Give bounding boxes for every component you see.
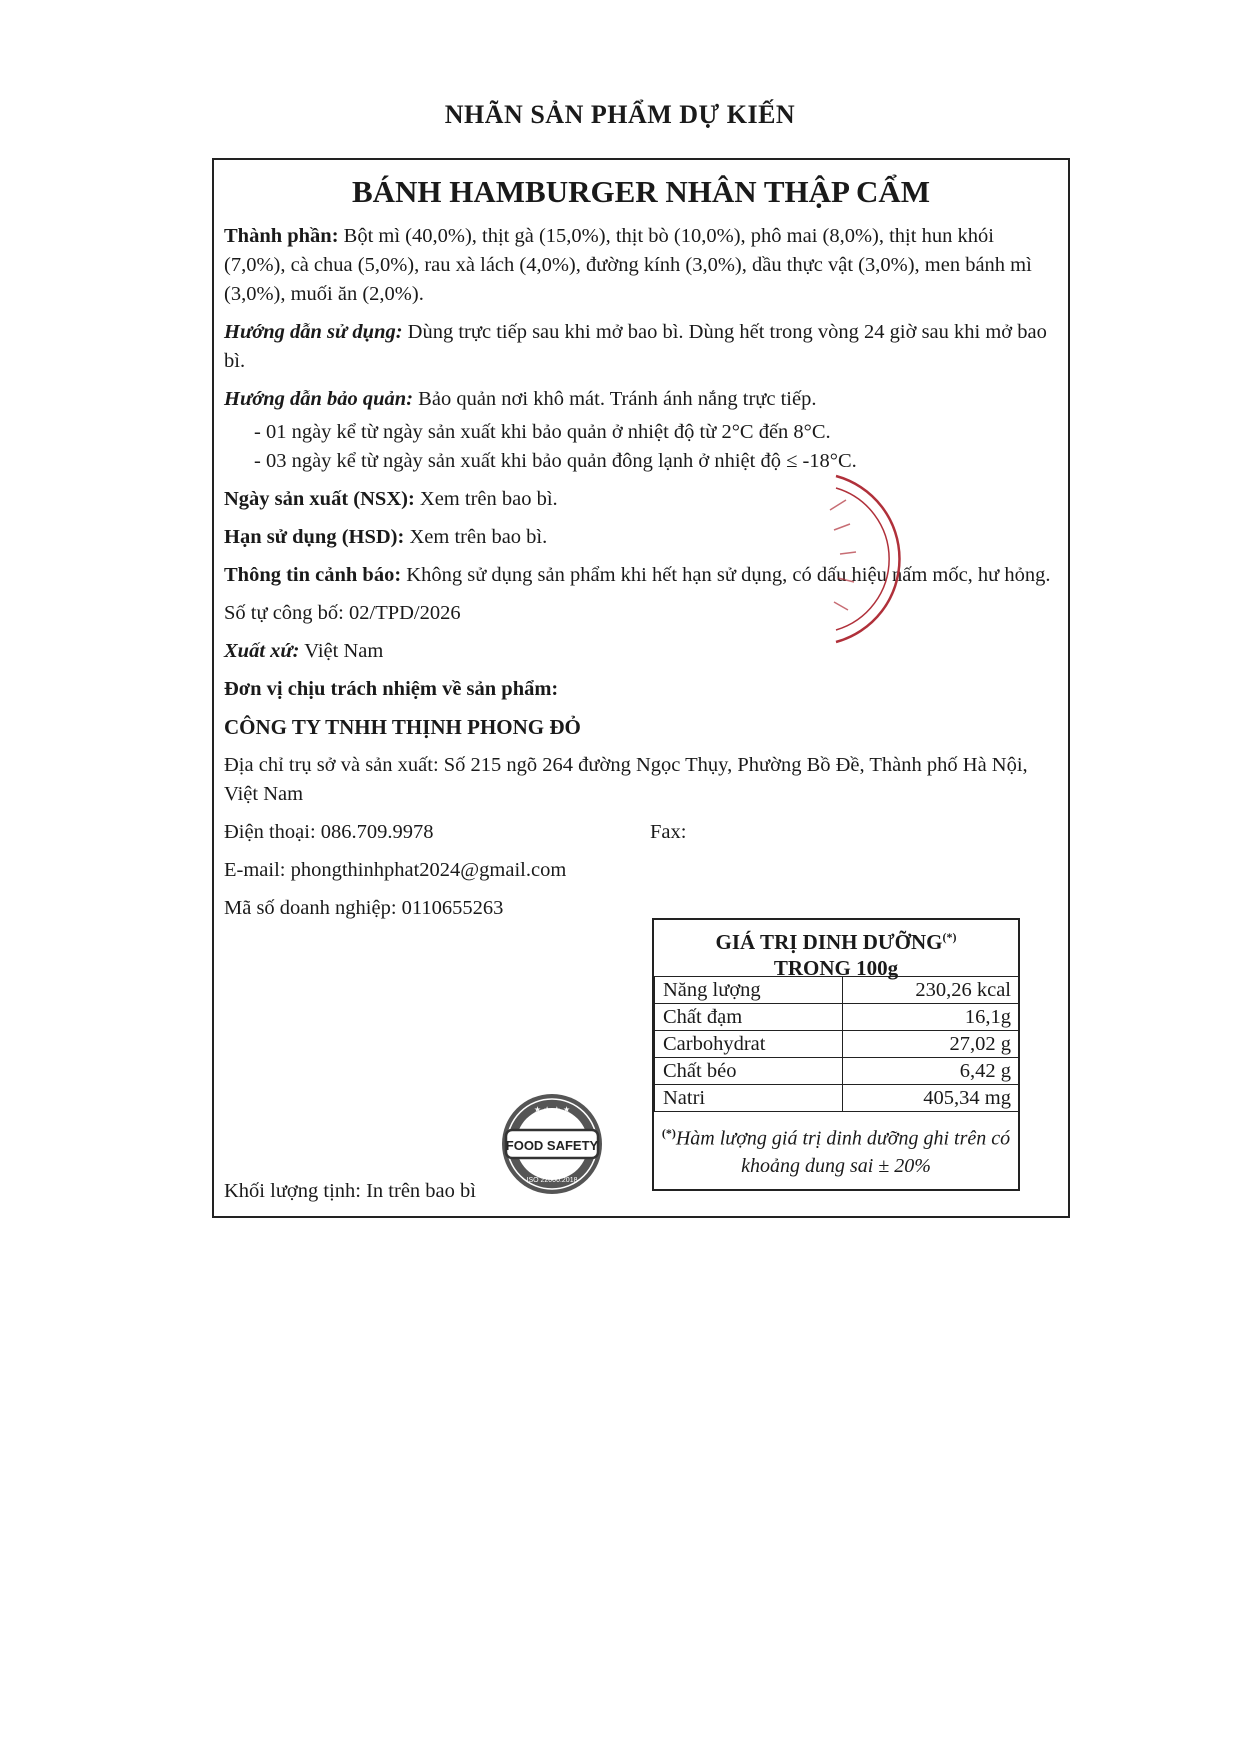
nutrition-note bbox=[654, 1112, 1018, 1180]
nutrient-name: Chất béo bbox=[655, 1058, 843, 1085]
seal-arc-text: ISO 22000:2018 bbox=[526, 1177, 578, 1184]
page-title: NHÃN SẢN PHẨM DỰ KIẾN bbox=[444, 100, 796, 129]
nutrition-title-line2: TRONG 100g bbox=[773, 956, 899, 980]
seal-text: FOOD SAFETY bbox=[505, 1138, 599, 1153]
business-code: Mã số doanh nghiệp: 0110655263 bbox=[224, 897, 504, 919]
product-name: BÁNH HAMBURGER NHÂN THẬP CẨM bbox=[351, 174, 931, 209]
origin-text: Việt Nam bbox=[299, 640, 384, 662]
storage-item: - 03 ngày kể từ ngày sản xuất khi bảo quản đông lạnh ở nhiệt độ ≤ -18°C. bbox=[254, 450, 857, 472]
ingredients-text: Bột mì (40,0%), thịt gà (15,0%), thịt bò (10,0%), phô mai (8,0%), thịt hun khói (7,0%), cà chua (5,0%), rau xà lách (4,0%), đường kính (3,0%), dầu thực vật (3,0%), men bánh mì (3,0%), muối ăn (2,0%). bbox=[224, 225, 1032, 305]
phone: Điện thoại: 086.709.9978 bbox=[224, 821, 434, 843]
storage-text: Bảo quản nơi khô mát. Tránh ánh nắng trực tiếp. bbox=[413, 388, 817, 410]
email: E-mail: phongthinhphat2024@gmail.com bbox=[224, 859, 567, 881]
nutrient-value: 6,42 g bbox=[842, 1058, 1019, 1085]
address: Địa chỉ trụ sở và sản xuất: Số 215 ngõ 264 đường Ngọc Thụy, Phường Bồ Đề, Thành phố Hà Nội, Việt Nam bbox=[224, 754, 1028, 805]
nutrition-row bbox=[655, 1031, 1020, 1058]
origin bbox=[224, 637, 1059, 666]
nutrient-value: 27,02 g bbox=[842, 1031, 1019, 1058]
company-stamp-icon bbox=[826, 470, 922, 650]
nutrient-name: Natri bbox=[655, 1085, 843, 1112]
warning-text: Không sử dụng sản phẩm khi hết hạn sử dụng, có dấu hiệu nấm mốc, hư hỏng. bbox=[401, 564, 1051, 586]
net-weight: Khối lượng tịnh: In trên bao bì bbox=[224, 1180, 476, 1202]
usage bbox=[224, 318, 1059, 376]
nutrition-title-line1: GIÁ TRỊ DINH DƯỠNG bbox=[715, 930, 943, 954]
nutrition-row bbox=[655, 1085, 1020, 1112]
seal-stars: ★ ★ ★ ★ bbox=[533, 1105, 571, 1114]
company-name: CÔNG TY TNHH THỊNH PHONG ĐỎ bbox=[224, 715, 581, 739]
storage-item: - 01 ngày kể từ ngày sản xuất khi bảo quản ở nhiệt độ từ 2°C đến 8°C. bbox=[254, 421, 831, 443]
nutrient-name: Năng lượng bbox=[655, 977, 843, 1004]
nutrition-title-mark: (*) bbox=[942, 930, 957, 944]
storage-label: Hướng dẫn bảo quản: bbox=[224, 388, 414, 410]
responsible-label: Đơn vị chịu trách nhiệm về sản phẩm: bbox=[224, 678, 559, 700]
origin-label: Xuất xứ: bbox=[224, 640, 300, 662]
nutrient-value: 405,34 mg bbox=[842, 1085, 1019, 1112]
storage bbox=[224, 385, 1059, 414]
usage-label: Hướng dẫn sử dụng: bbox=[224, 321, 403, 343]
nutrition-row bbox=[655, 1058, 1020, 1085]
expiry bbox=[224, 523, 1059, 552]
nutrition-panel bbox=[652, 918, 1020, 1191]
nutrient-name: Carbohydrat bbox=[655, 1031, 843, 1058]
nutrient-value: 16,1g bbox=[842, 1004, 1019, 1031]
nutrition-note-text: Hàm lượng giá trị dinh dưỡng ghi trên có khoảng dung sai ± 20% bbox=[675, 1127, 1011, 1177]
mfg-date bbox=[224, 485, 1059, 514]
mfg-date-label: Ngày sản xuất (NSX): bbox=[224, 488, 415, 510]
mfg-date-text: Xem trên bao bì. bbox=[414, 488, 558, 510]
nutrition-title bbox=[654, 920, 1018, 980]
nutrition-table bbox=[654, 976, 1020, 1112]
ingredients bbox=[224, 222, 1059, 309]
product-label bbox=[212, 158, 1070, 1218]
label-content bbox=[224, 222, 1059, 932]
nutrition-note-mark: (*) bbox=[661, 1126, 676, 1140]
usage-text: Dùng trực tiếp sau khi mở bao bì. Dùng hết trong vòng 24 giờ sau khi mở bao bì. bbox=[224, 321, 1047, 372]
fax: Fax: bbox=[650, 821, 687, 843]
ingredients-label: Thành phần: bbox=[224, 225, 339, 247]
expiry-text: Xem trên bao bì. bbox=[404, 526, 548, 548]
nutrient-name: Chất đạm bbox=[655, 1004, 843, 1031]
nutrient-value: 230,26 kcal bbox=[842, 977, 1019, 1004]
nutrition-row bbox=[655, 1004, 1020, 1031]
expiry-label: Hạn sử dụng (HSD): bbox=[224, 526, 405, 548]
food-safety-seal-icon bbox=[500, 1092, 604, 1196]
warning-label: Thông tin cảnh báo: bbox=[224, 564, 402, 586]
warning bbox=[224, 561, 1059, 590]
declaration: Số tự công bố: 02/TPD/2026 bbox=[224, 602, 461, 624]
phone-row bbox=[224, 818, 1059, 847]
